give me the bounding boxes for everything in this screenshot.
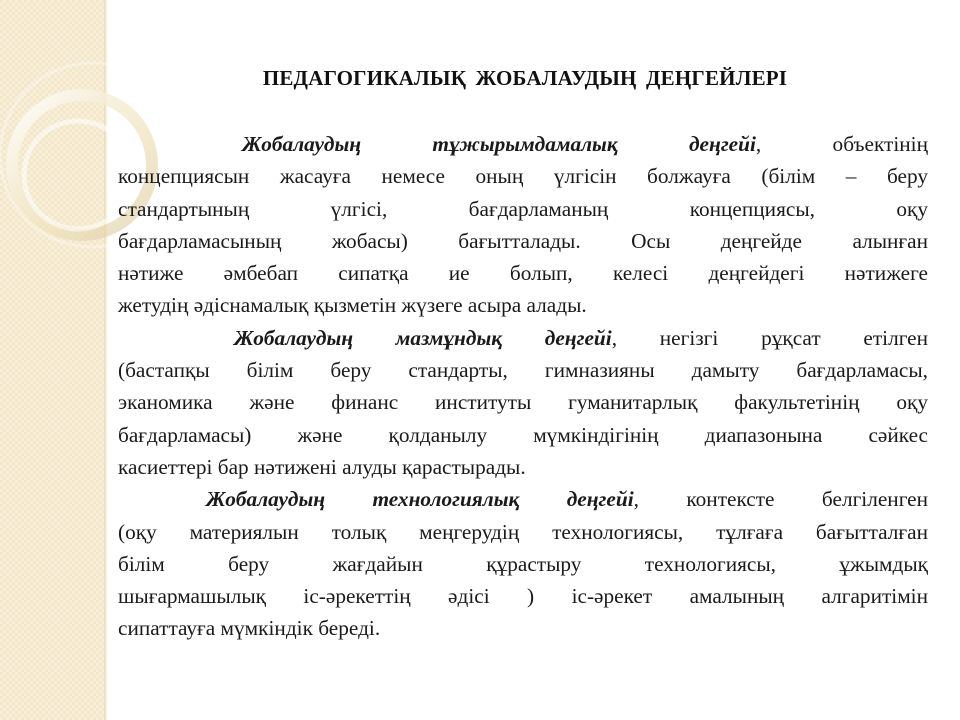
paragraph-line: Жобалаудың тұжырымдамалық деңгейі, объектінің <box>242 132 928 156</box>
paragraph-line: шығармашылық іс-әрекеттің әдісі ) іс-әрекет амалының алгаритімін <box>118 584 928 609</box>
paragraph-line: бағдарламасы) және қолданылу мүмкіндігінің диапазонына сәйкес <box>118 422 928 447</box>
paragraph-line: нәтиже әмбебап сипатқа ие болып, келесі деңгейдегі нәтижеге <box>118 261 928 286</box>
paragraph-line: сипаттауға мүмкіндік береді. <box>118 616 381 641</box>
paragraph-line: эканомика және финанс институты гуманитарлық факультетінің оқу <box>118 390 928 415</box>
paragraph-line: Жобалаудың мазмұндық деңгейі, негізгі рұқсат етілген <box>234 325 928 350</box>
slide-title: ПЕДАГОГИКАЛЫҚ ЖОБАЛАУДЫҢ ДЕҢГЕЙЛЕРІ <box>262 66 788 90</box>
paragraph-line: бағдарламасының жобасы) бағытталады. Осы деңгейде алынған <box>118 228 928 253</box>
term-content-level: Жобалаудың мазмұндық деңгейі <box>234 325 612 350</box>
paragraph-line: білім беру жағдайын құрастыру технологиясы, ұжымдық <box>118 551 928 576</box>
paragraph-line: касиеттері бар нәтижені алуды қарастырады. <box>118 454 526 479</box>
ring-small <box>24 121 132 229</box>
paragraph-content <box>118 322 928 483</box>
paragraph-line: концепциясын жасауға немесе оның үлгісін болжауға (білім – беру <box>118 164 928 189</box>
paragraph-line: Жобалаудың технологиялық деңгейі, контексте белгіленген <box>206 487 928 512</box>
paragraph-line: (бастапқы білім беру стандарты, гимназияны дамыту бағдарламасы, <box>118 358 928 383</box>
term-conceptual-level: Жобалаудың тұжырымдамалық деңгейі <box>242 132 756 156</box>
paragraph-technological <box>118 483 928 644</box>
paragraph-line: (оқу материялын толық меңгерудің технологиясы, тұлғаға бағытталған <box>118 519 928 544</box>
paragraph-conceptual <box>118 128 928 322</box>
slide-body <box>118 128 928 645</box>
term-technological-level: Жобалаудың технологиялық деңгейі <box>206 487 634 512</box>
paragraph-line: стандартының үлгісі, бағдарламаның концепциясы, оқу <box>118 196 928 221</box>
paragraph-line: жетудің әдіснамалық қызметін жүзеге асыра алады. <box>118 293 587 318</box>
